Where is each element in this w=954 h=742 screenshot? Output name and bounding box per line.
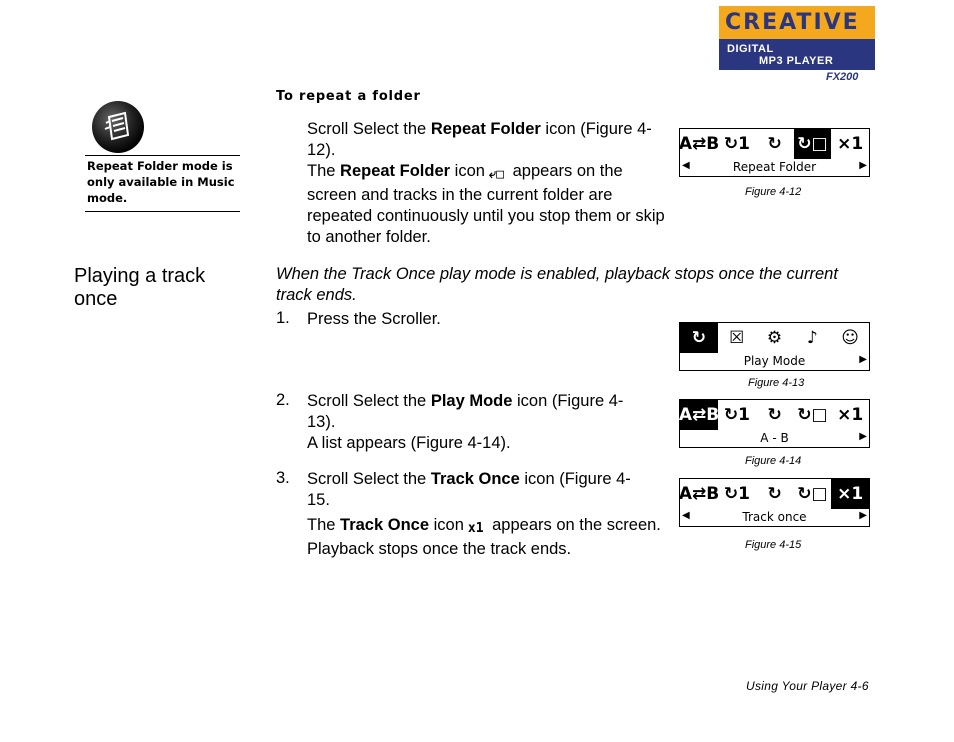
left-arrow-icon: ◀ xyxy=(682,510,690,521)
text: Scroll Select the xyxy=(307,470,431,488)
lcd-figure-4-13 xyxy=(679,322,870,371)
text: Scroll Select the xyxy=(307,392,431,410)
text: icon (Figure 4-13). xyxy=(307,392,624,431)
text: icon (Figure 4-12). xyxy=(307,120,652,159)
model-name: FX200 xyxy=(826,71,859,83)
lcd-figure-4-14 xyxy=(679,399,870,448)
note-icon xyxy=(92,101,144,153)
text: Scroll Select the xyxy=(307,120,431,138)
lcd-icon-row xyxy=(680,400,869,430)
right-arrow-icon: ▶ xyxy=(859,510,867,521)
note-rule-bottom xyxy=(85,211,240,212)
lcd-label: Play Mode xyxy=(743,354,806,368)
step-text xyxy=(307,469,647,511)
lcd-icon-row xyxy=(680,323,869,353)
logo-bottom-band xyxy=(719,39,875,70)
lcd-figure-4-12 xyxy=(679,128,870,177)
track-once-icon: ⨯1 xyxy=(837,134,864,154)
logo-top-band xyxy=(719,6,875,39)
repeat-one-icon: ↻1 xyxy=(723,405,750,425)
lcd-icon-row xyxy=(680,479,869,509)
creative-logo xyxy=(719,6,875,70)
music-icon: ♪ xyxy=(806,328,818,348)
text: The xyxy=(307,162,341,180)
repeat-folder-desc xyxy=(307,161,667,248)
step-number: 2. xyxy=(276,391,290,409)
bold-term: Play Mode xyxy=(430,392,513,410)
logo-line1: DIGITAL xyxy=(727,43,774,55)
figure-caption: Figure 4-15 xyxy=(745,539,802,551)
step-number: 3. xyxy=(276,469,290,487)
repeat-one-icon: ↻1 xyxy=(723,134,750,154)
lcd-label: Repeat Folder xyxy=(732,160,817,174)
page-footer: Using Your Player 4-6 xyxy=(746,679,869,693)
text: appears on the screen and tracks in the current folder are repeated continuously until you stop them or skip to another folder. xyxy=(307,162,665,246)
text: icon (Figure 4-15. xyxy=(307,470,631,509)
text: icon xyxy=(429,516,464,534)
ab-repeat-icon: A⇄B xyxy=(680,400,718,430)
step-text xyxy=(307,391,647,454)
lcd-label: A - B xyxy=(760,431,789,445)
bold-term: Repeat Folder xyxy=(340,162,451,180)
repeat-all-icon: ↻ xyxy=(767,134,782,154)
step-number: 1. xyxy=(276,309,290,327)
repeat-all-icon: ↻ xyxy=(767,405,782,425)
section-intro: When the Track Once play mode is enabled, playback stops once the current track ends. xyxy=(276,265,838,304)
delete-icon: ☒ xyxy=(729,328,745,348)
repeat-folder-icon: ⤶□ xyxy=(488,167,505,182)
logo-line2: MP3 PLAYER xyxy=(759,55,834,67)
figure-caption: Figure 4-13 xyxy=(748,377,805,389)
track-once-icon: ⨯1 xyxy=(831,479,869,509)
figure-caption: Figure 4-12 xyxy=(745,186,802,198)
text: A list appears (Figure 4-14). xyxy=(307,434,511,452)
repeat-one-icon: ↻1 xyxy=(723,484,750,504)
note-text: Repeat Folder mode is only available in Music mode. xyxy=(87,159,235,205)
repeat-folder-icon: ↻□ xyxy=(797,484,828,504)
bold-term: Track Once xyxy=(340,516,430,534)
section-heading: Playing a track once xyxy=(74,265,206,310)
voice-icon: ☺ xyxy=(841,328,859,348)
track-once-icon: x1 xyxy=(467,521,484,536)
figure-caption: Figure 4-14 xyxy=(745,455,802,467)
settings-icon: ⚙ xyxy=(766,328,783,348)
note-rule-top xyxy=(85,155,240,156)
text: The xyxy=(307,516,341,534)
repeat-folder-step xyxy=(307,119,667,161)
repeat-folder-icon: ↻□ xyxy=(794,129,832,159)
logo-brand: CREATIVE xyxy=(725,10,860,35)
repeat-folder-icon: ↻□ xyxy=(797,405,828,425)
lcd-figure-4-15 xyxy=(679,478,870,527)
track-once-icon: ⨯1 xyxy=(837,405,864,425)
lcd-label: Track once xyxy=(742,510,807,524)
track-once-result xyxy=(307,515,667,560)
repeat-all-icon: ↻ xyxy=(767,484,782,504)
play-mode-icon: ↻ xyxy=(680,323,718,353)
right-arrow-icon: ▶ xyxy=(859,160,867,171)
bold-term: Track Once xyxy=(430,470,520,488)
step-text: Press the Scroller. xyxy=(307,310,441,328)
ab-repeat-icon: A⇄B xyxy=(678,484,720,504)
right-arrow-icon: ▶ xyxy=(859,431,867,442)
ab-repeat-icon: A⇄B xyxy=(678,134,720,154)
lcd-icon-row xyxy=(680,129,869,159)
bold-term: Repeat Folder xyxy=(430,120,541,138)
left-arrow-icon: ◀ xyxy=(682,160,690,171)
text: icon xyxy=(450,162,485,180)
right-arrow-icon: ▶ xyxy=(859,354,867,365)
subheading: To repeat a folder xyxy=(276,89,421,104)
text: appears on the screen. Playback stops once the track ends. xyxy=(307,516,661,558)
